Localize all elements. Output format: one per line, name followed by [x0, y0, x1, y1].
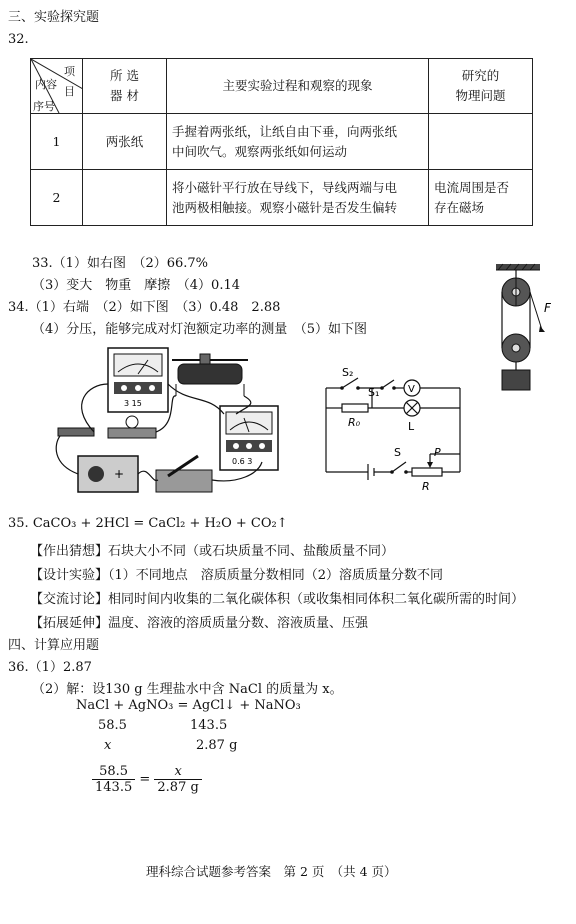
switch-s — [392, 462, 406, 472]
q35-item: 【拓展延伸】温度、溶液的溶质质量分数、溶液质量、压强 — [30, 616, 369, 631]
table-row — [31, 114, 533, 170]
force-arrow — [539, 326, 545, 332]
row-problem: 电流周围是否 存在磁场 — [429, 170, 533, 226]
row-equipment — [83, 170, 167, 226]
row-process: 手握着两张纸，让纸自由下垂，向两张纸 中间吹气。观察两张纸如何运动 — [167, 114, 429, 170]
fraction-left: $\frac{58.5}{143.5}$ — [92, 764, 135, 795]
diagonal-header-cell — [31, 59, 83, 114]
q35-number: 35. — [8, 516, 29, 531]
experiment-table — [30, 58, 533, 226]
lamp-board — [108, 416, 156, 438]
table-header-row — [31, 59, 533, 114]
section-4-title: 四、计算应用题 — [8, 638, 100, 653]
row-number: 2 — [31, 170, 83, 226]
knife-switch — [156, 456, 212, 492]
force-label: F — [544, 301, 551, 315]
section-3-title: 三、实验探究题 — [8, 10, 100, 25]
label-s: S — [394, 446, 401, 459]
q35-item: 【设计实验】（1）不同地点 溶质质量分数相同（2）溶质质量分数不同 — [30, 568, 444, 583]
rheostat-symbol — [412, 468, 442, 476]
label-s2: S₂ — [342, 366, 354, 379]
circuit-schematic — [312, 364, 472, 494]
battery-box — [78, 456, 138, 492]
corner-label-bottom: 序号 — [33, 100, 55, 113]
weight-block — [502, 370, 530, 390]
corner-label-mid: 内容 — [35, 78, 57, 91]
label-r: R — [422, 480, 430, 493]
pulley-system-figure — [490, 262, 558, 392]
voltmeter — [108, 348, 168, 412]
row-number: 1 — [31, 114, 83, 170]
q36-proportion — [92, 764, 202, 795]
label-l: L — [408, 420, 415, 433]
q34-line1: 34.（1）右端 （2）如下图 （3）0.48 2.88 — [8, 300, 281, 315]
q35-item: 【交流讨论】相同时间内收集的二氧化碳体积（或收集相同体积二氧化碳所需的时间） — [30, 592, 525, 607]
q36-chemical-equation: NaCl + AgNO₃ = AgCl↓ + NaNO₃ — [76, 698, 301, 713]
row-problem — [429, 114, 533, 170]
equals-sign: = — [139, 772, 151, 787]
process-header: 主要实验过程和观察的现象 — [167, 59, 429, 114]
q34-line2: （4）分压，能够完成对灯泡额定功率的测量 （5）如下图 — [32, 322, 368, 337]
q36-molar-mass-nacl: 58.5 — [98, 718, 127, 733]
corner-label-top: 项目 — [64, 65, 75, 98]
table-row — [31, 170, 533, 226]
label-s1: S₁ — [368, 386, 380, 399]
fraction-right: $\frac{x}{2.87 g}$ — [154, 764, 201, 795]
q33-line2: （3）变大 物重 摩擦 （4）0.14 — [32, 278, 240, 293]
q33-line1: 33.（1）如右图 （2）66.7% — [32, 256, 209, 271]
switch-s2 — [342, 378, 358, 388]
physical-circuit-figure — [48, 344, 298, 504]
q36-molar-mass-agcl: 143.5 — [190, 718, 228, 733]
ammeter — [220, 406, 278, 470]
q35-equation: CaCO₃ + 2HCl = CaCl₂ + H₂O + CO₂↑ — [32, 516, 288, 531]
rheostat — [172, 354, 248, 396]
label-p: P — [434, 446, 441, 459]
problem-header: 研究的 物理问题 — [429, 59, 533, 114]
q36-line1: 36.（1）2.87 — [8, 660, 92, 675]
q36-unknown-x: x — [104, 738, 112, 753]
equipment-header: 所 选 器 材 — [83, 59, 167, 114]
label-r0: R₀ — [348, 416, 361, 429]
voltmeter-letter: V — [408, 384, 415, 395]
resistor-r0 — [342, 404, 368, 412]
switch-s1 — [382, 380, 394, 388]
ammeter-scale: 0.6 3 — [232, 457, 253, 466]
row-process: 将小磁针平行放在导线下，导线两端与电 池两极相触接。观察小磁针是否发生偏转 — [167, 170, 429, 226]
question-32-number: 32. — [8, 32, 29, 47]
q36-agcl-mass: 2.87 g — [196, 738, 238, 753]
svg-text:+: + — [114, 467, 125, 481]
q36-line2: （2）解：设130 g 生理盐水中含 NaCl 的质量为 x。 — [32, 682, 343, 697]
q35-item: 【作出猜想】石块大小不同（或石块质量不同、盐酸质量不同） — [30, 544, 395, 559]
resistor-board — [58, 428, 94, 436]
voltmeter-scale: 3 15 — [124, 399, 142, 408]
page-footer: 理科综合试题参考答案 第 2 页 （共 4 页） — [146, 864, 397, 879]
q35-equation-line — [8, 516, 288, 531]
row-equipment: 两张纸 — [83, 114, 167, 170]
